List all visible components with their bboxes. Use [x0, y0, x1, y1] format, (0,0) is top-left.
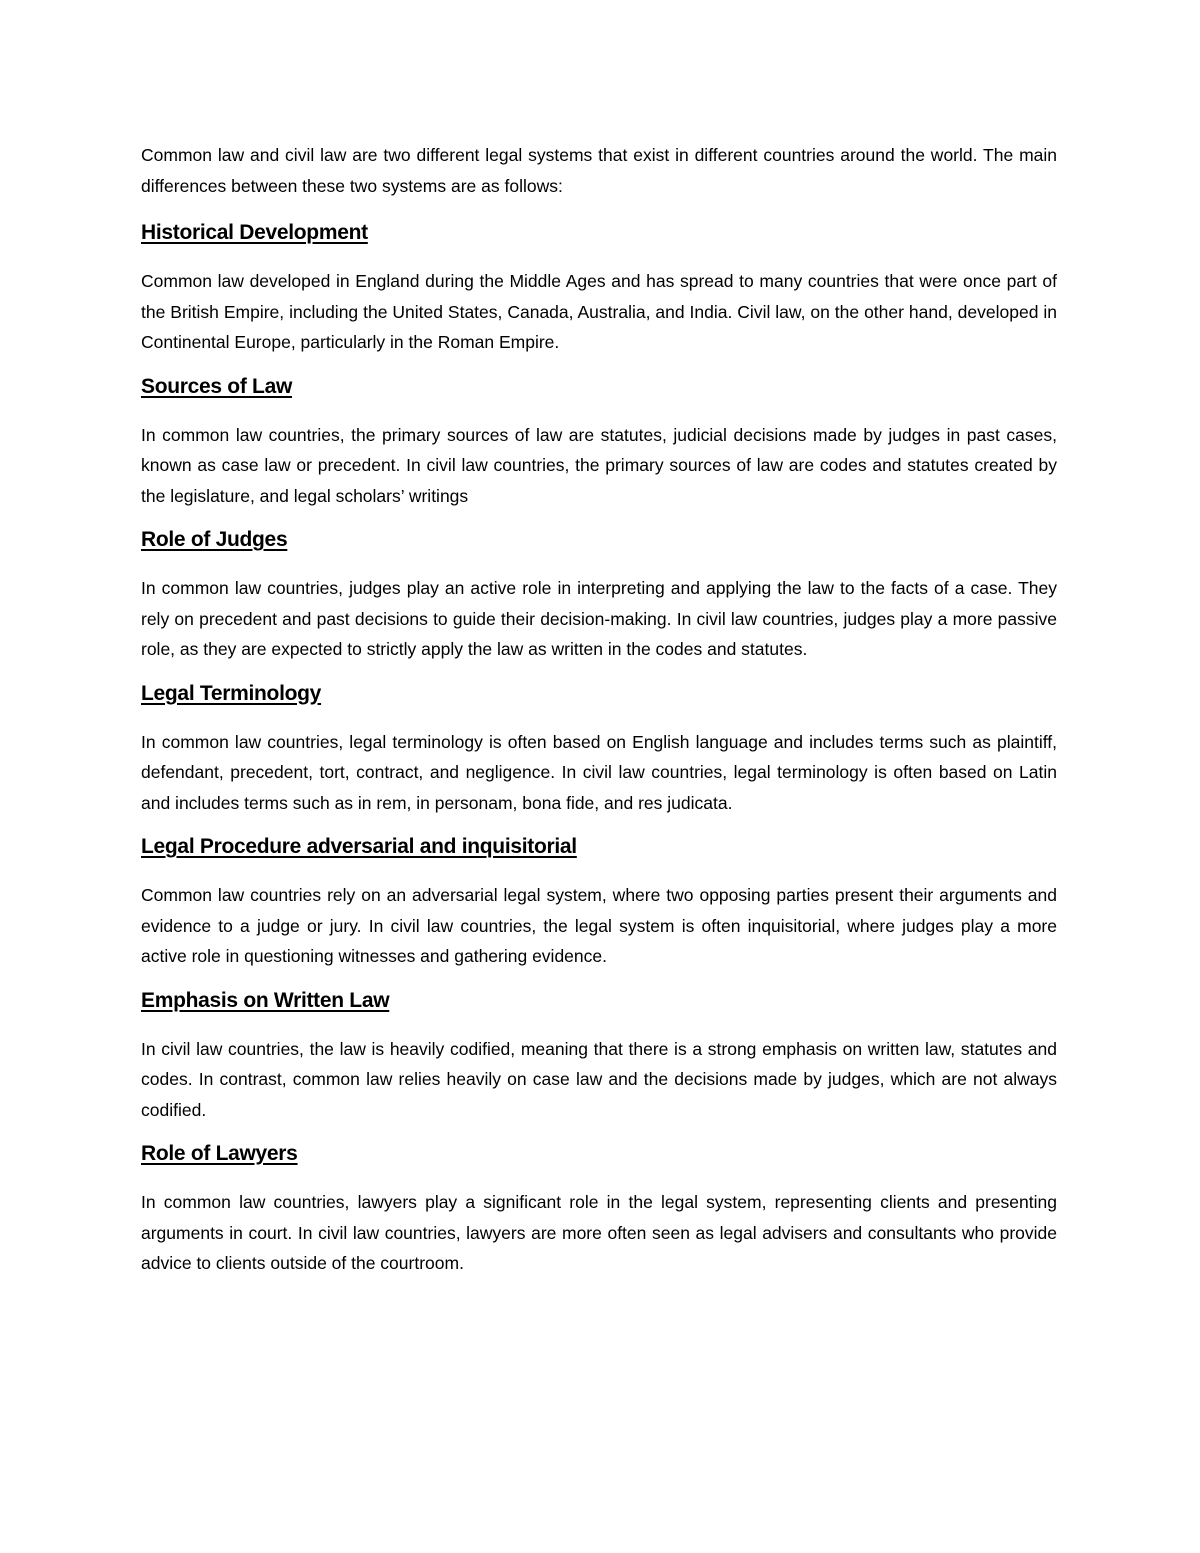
- heading-role-of-lawyers: Role of Lawyers: [141, 1142, 298, 1165]
- document-page: [141, 140, 1057, 1293]
- heading-legal-terminology: Legal Terminology: [141, 681, 322, 705]
- heading-emphasis-on-written-law: Emphasis on Written Law: [141, 988, 390, 1012]
- paragraph-legal-procedure: Common law countries rely on an adversarial legal system, where two opposing parties present their arguments and evidence to a judge or jury. In civil law countries, the legal system is often inquisitorial, where judges play a more active role in questioning witnesses and gathering evidence.: [141, 885, 1057, 966]
- heading-historical-development: Historical Development: [141, 221, 368, 244]
- paragraph-historical-development: Common law developed in England during the Middle Ages and has spread to many countries that were once part of the British Empire, including the United States, Canada, Australia, and India. Civil law, on the other hand, developed in Continental Europe, particularly in the Roman Empire.: [141, 271, 1057, 352]
- heading-sources-of-law: Sources of Law: [141, 374, 293, 398]
- heading-legal-procedure: Legal Procedure adversarial and inquisitorial: [141, 835, 577, 858]
- paragraph-role-of-judges: In common law countries, judges play an active role in interpreting and applying the law to the facts of a case. They rely on precedent and past decisions to guide their decision-making. In civil law countries, judges play a more passive role, as they are expected to strictly apply the law as written in the codes and statutes.: [141, 578, 1057, 659]
- paragraph-legal-terminology: In common law countries, legal terminology is often based on English language and includes terms such as plaintiff, defendant, precedent, tort, contract, and negligence. In civil law countries, legal terminology is often based on Latin and includes terms such as in rem, in personam, bona fide, and res judicata.: [141, 731, 1057, 813]
- intro-paragraph: Common law and civil law are two different legal systems that exist in different countries around the world. The main differences between these two systems are as follows:: [141, 145, 1057, 196]
- paragraph-emphasis-on-written-law: In civil law countries, the law is heavily codified, meaning that there is a strong emphasis on written law, statutes and codes. In contrast, common law relies heavily on case law and the decisions made by judges, which are not always codified.: [141, 1038, 1057, 1120]
- heading-role-of-judges: Role of Judges: [141, 528, 288, 551]
- paragraph-role-of-lawyers: In common law countries, lawyers play a significant role in the legal system, representing clients and presenting arguments in court. In civil law countries, lawyers are more often seen as legal advisers and consultants who provide advice to clients outside of the courtroom.: [141, 1192, 1057, 1273]
- paragraph-sources-of-law: In common law countries, the primary sources of law are statutes, judicial decisions made by judges in past cases, known as case law or precedent. In civil law countries, the primary sources of law are codes and statutes created by the legislature, and legal scholars’ writings: [141, 424, 1057, 506]
